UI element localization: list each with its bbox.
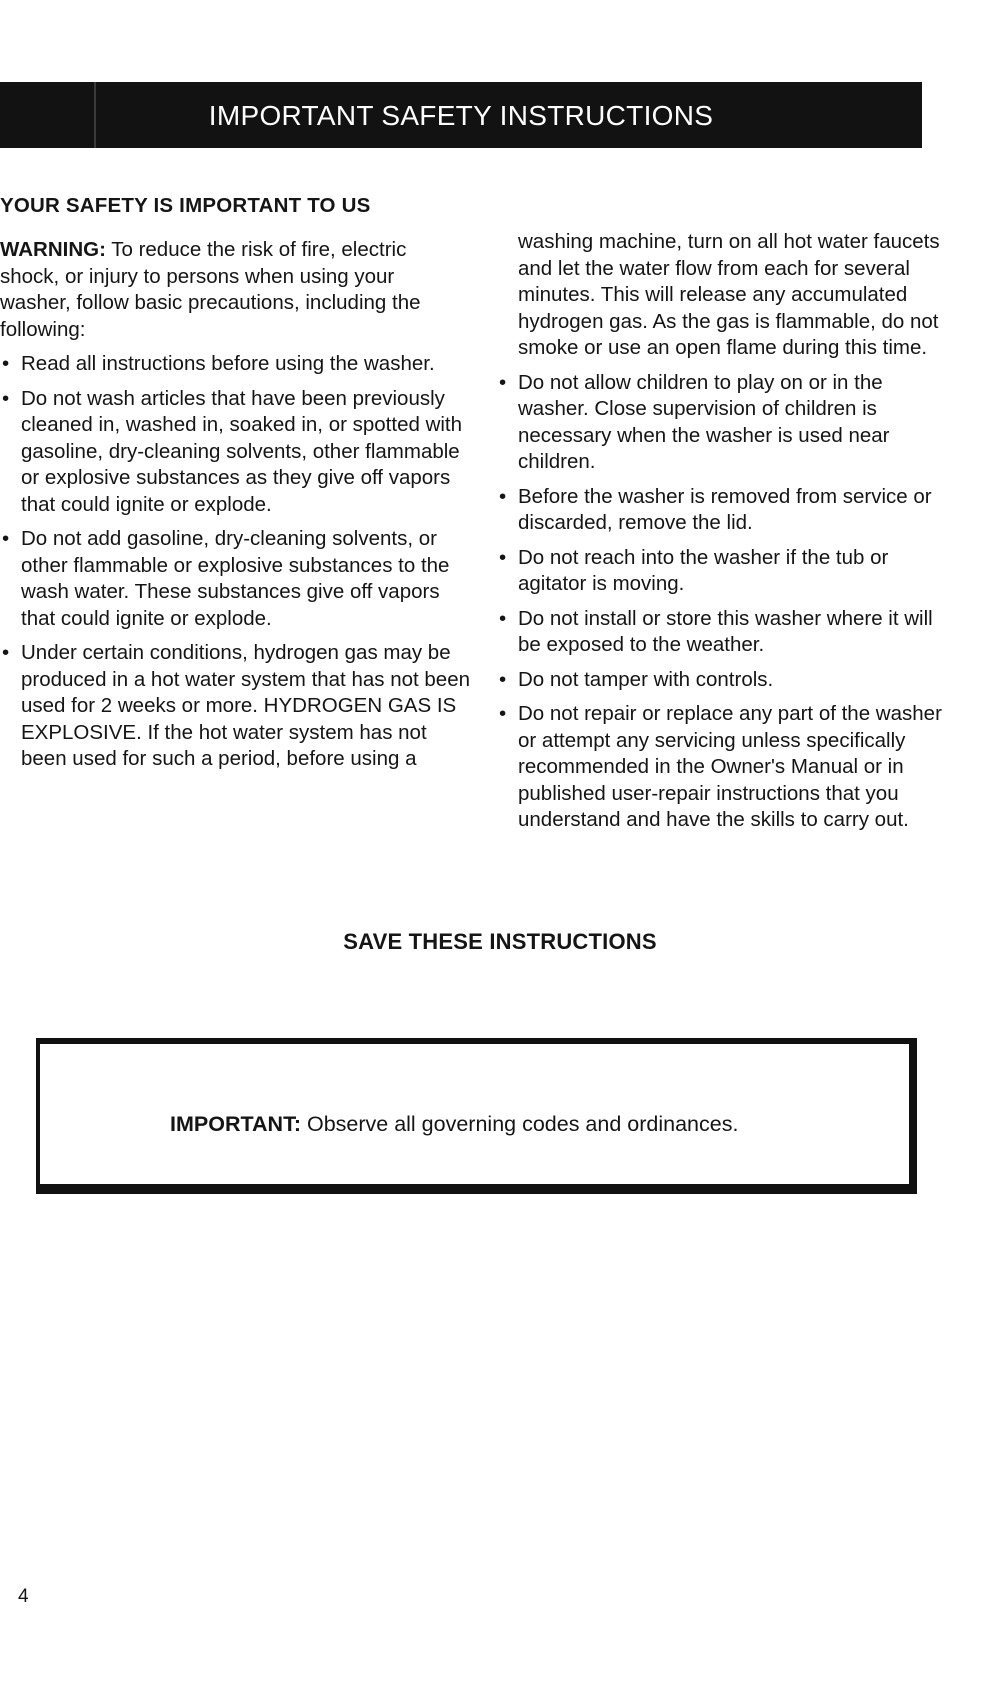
page-number: 4 (18, 1586, 29, 1607)
left-column (0, 237, 470, 781)
list-item (497, 370, 942, 476)
list-item-text: Do not add gasoline, dry-cleaning solvents, or other flammable or explosive substances to the wash water. These substances give off vapors that could ignite or explode. (21, 527, 450, 630)
important-note-box (36, 1038, 917, 1194)
bullet-icon: • (2, 352, 10, 375)
right-column (497, 229, 942, 842)
bullet-icon: • (2, 527, 10, 550)
list-item-text: Before the washer is removed from service or discarded, remove the lid. (518, 484, 932, 534)
save-instructions-heading: SAVE THESE INSTRUCTIONS (343, 929, 657, 954)
list-item (0, 640, 470, 773)
bullet-icon: • (499, 606, 507, 630)
list-item (0, 351, 470, 378)
bullet-icon: • (499, 545, 507, 569)
section-heading: YOUR SAFETY IS IMPORTANT TO US (0, 194, 371, 217)
list-item (0, 526, 470, 632)
list-item (497, 545, 942, 598)
bullet-icon: • (499, 667, 507, 691)
bullet-icon: • (499, 702, 507, 725)
bullet-icon: • (2, 386, 10, 410)
list-item-text: Do not reach into the washer if the tub or agitator is moving. (518, 545, 889, 595)
list-item (497, 606, 942, 659)
bullet-icon: • (2, 641, 10, 664)
page-title: IMPORTANT SAFETY INSTRUCTIONS (208, 100, 714, 131)
list-item (0, 386, 470, 519)
list-item-text: Do not wash articles that have been previously cleaned in, washed in, soaked in, or spotted with gasoline, dry-cleaning solvents, other flammable or explosive substances as they give off vapors that could ignite or explode. (21, 386, 463, 516)
list-item (497, 667, 942, 694)
list-item-text: Read all instructions before using the washer. (21, 352, 435, 375)
list-item-text: Do not tamper with controls. (518, 667, 774, 691)
list-item (497, 701, 942, 834)
title-banner (0, 82, 922, 148)
bullet-icon: • (499, 370, 507, 394)
bullet-icon: • (499, 484, 507, 508)
warning-text: To reduce the risk of fire, electric shock, or injury to persons when using your washer, follow basic precautions, including the following: (0, 238, 421, 341)
warning-paragraph (0, 237, 470, 343)
list-item-text: Do not install or store this washer where it will be exposed to the weather. (518, 606, 933, 656)
important-note (170, 1112, 738, 1137)
list-item-text: Do not repair or replace any part of the washer or attempt any servicing unless specifically recommended in the Owner's Manual or in published user-repair instructions that you understand and have the skills to carry out. (518, 702, 942, 831)
warning-label: WARNING: (0, 238, 106, 261)
list-item (497, 484, 942, 537)
important-label: IMPORTANT: (170, 1112, 301, 1136)
important-text: Observe all governing codes and ordinances. (306, 1112, 739, 1136)
continuation-paragraph: washing machine, turn on all hot water faucets and let the water flow from each for several minutes. This will release any accumulated hydrogen gas. As the gas is flammable, do not smoke or use an open flame during this time. (518, 230, 940, 359)
list-item-text: Under certain conditions, hydrogen gas may be produced in a hot water system that has not been used for 2 weeks or more. HYDROGEN GAS IS EXPLOSIVE. If the hot water system has not been used for such a period, before using a (21, 641, 470, 770)
list-item-text: Do not allow children to play on or in the washer. Close supervision of children is necessary when the washer is used near children. (518, 370, 890, 473)
